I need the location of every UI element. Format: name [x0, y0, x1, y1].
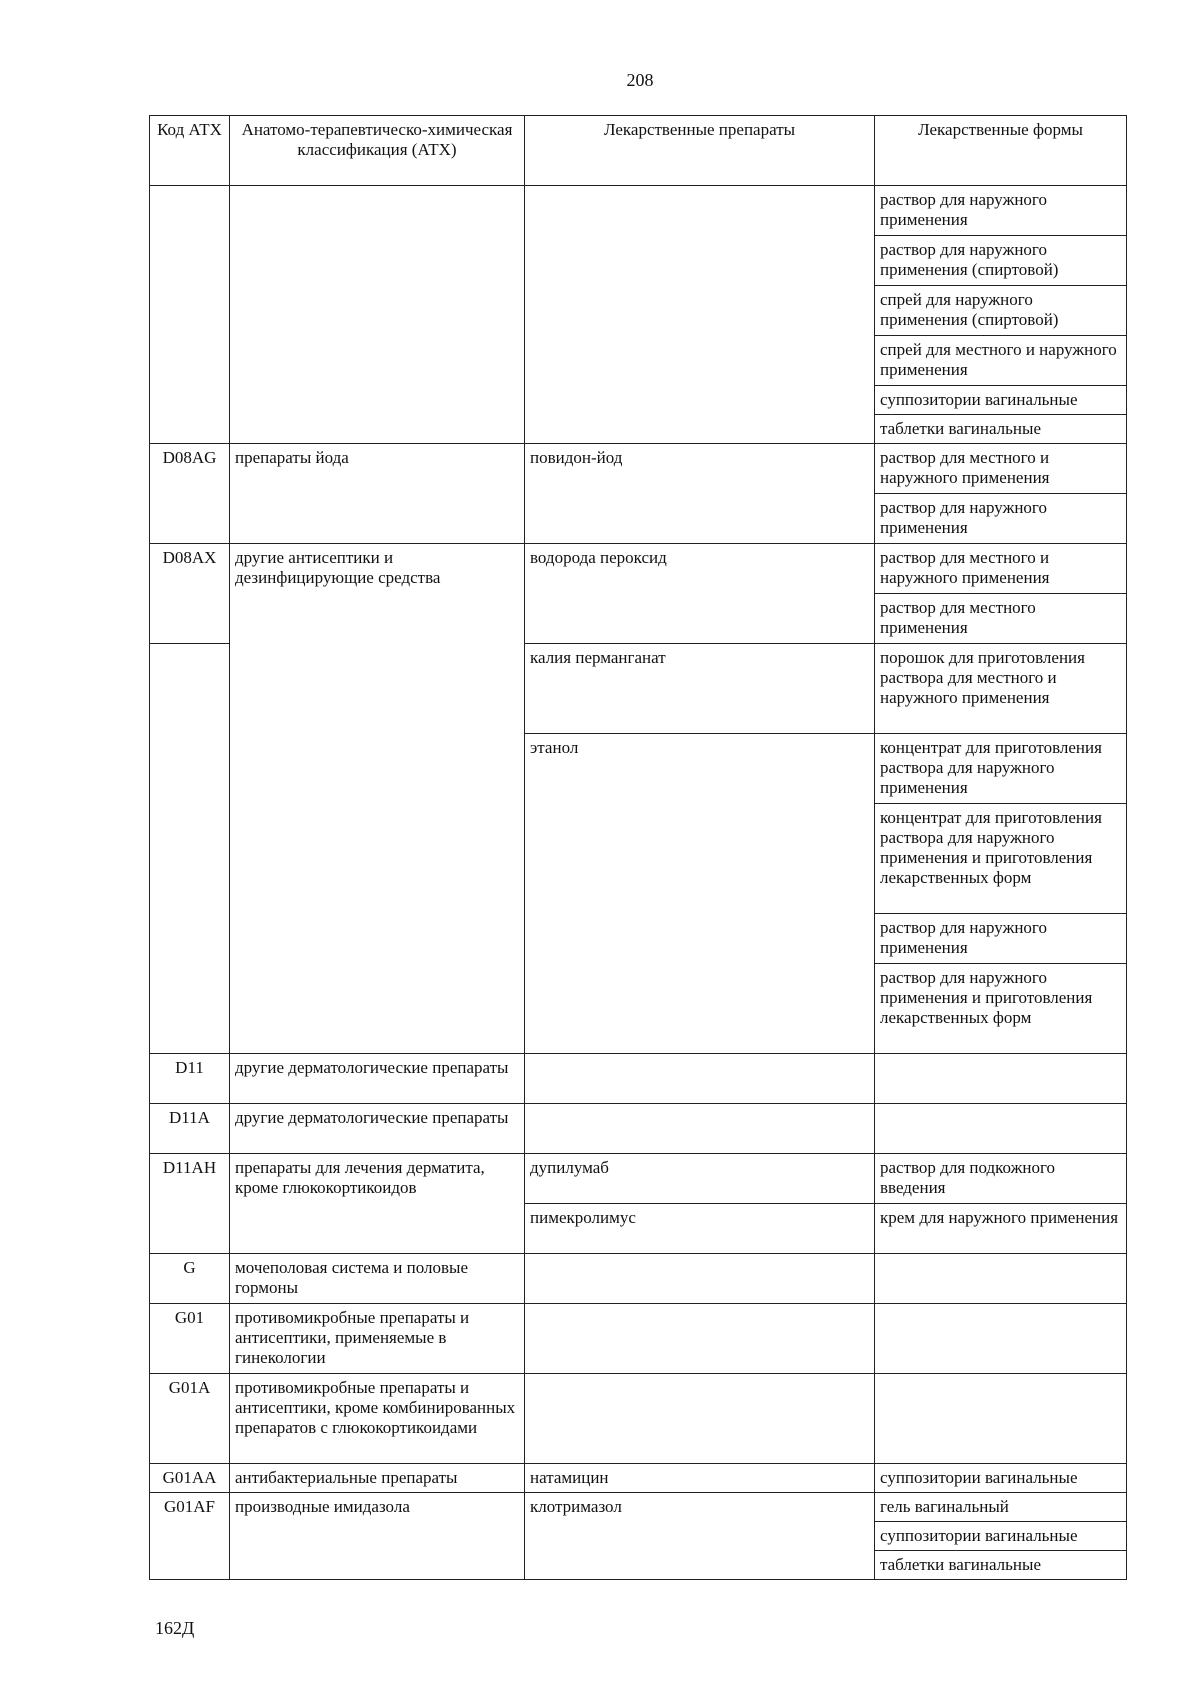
code-cell: G01A — [150, 1374, 230, 1464]
page-number: 208 — [626, 70, 654, 90]
table-row — [150, 1304, 1127, 1374]
table-row — [150, 1464, 1127, 1493]
class-cell: антибактериальные препараты — [230, 1464, 525, 1493]
code-cell — [150, 186, 230, 444]
class-cell: другие антисептики и дезинфицирующие средства — [230, 544, 525, 1054]
atc-table — [149, 115, 1127, 1580]
form-cell: спрей для наружного применения (спиртовой) — [875, 286, 1127, 336]
class-cell — [230, 186, 525, 444]
drug-cell — [525, 1054, 875, 1104]
form-cell — [875, 1104, 1127, 1154]
form-cell: раствор для подкожного введения — [875, 1154, 1127, 1204]
form-cell: концентрат для приготовления раствора для наружного применения — [875, 734, 1127, 804]
code-cell: G01AA — [150, 1464, 230, 1493]
code-cell: D08AG — [150, 444, 230, 544]
class-cell: противомикробные препараты и антисептики, кроме комбинированных препаратов с глюкокортикоидами — [230, 1374, 525, 1464]
table-row — [150, 1374, 1127, 1464]
form-cell: порошок для приготовления раствора для местного и наружного применения — [875, 644, 1127, 734]
form-cell: суппозитории вагинальные — [875, 1464, 1127, 1493]
code-cell: G — [150, 1254, 230, 1304]
table-header-row — [150, 116, 1127, 186]
form-cell: крем для наружного применения — [875, 1204, 1127, 1254]
class-cell: другие дерматологические препараты — [230, 1104, 525, 1154]
header-classification: Анатомо-терапевтическо-химическая классификация (АТХ) — [230, 116, 525, 186]
header-forms: Лекарственные формы — [875, 116, 1127, 186]
drug-cell: этанол — [525, 734, 875, 1054]
drug-cell — [525, 1304, 875, 1374]
form-cell: суппозитории вагинальные — [875, 386, 1127, 415]
code-cell: G01AF — [150, 1493, 230, 1580]
form-cell: спрей для местного и наружного применения — [875, 336, 1127, 386]
drug-cell: пимекролимус — [525, 1204, 875, 1254]
drug-cell — [525, 1374, 875, 1464]
code-cell — [150, 644, 230, 1054]
table-row — [150, 1154, 1127, 1204]
form-cell: раствор для наружного применения и приготовления лекарственных форм — [875, 964, 1127, 1054]
drug-cell — [525, 1104, 875, 1154]
class-cell: противомикробные препараты и антисептики, применяемые в гинекологии — [230, 1304, 525, 1374]
form-cell — [875, 1374, 1127, 1464]
code-cell: D11 — [150, 1054, 230, 1104]
class-cell: мочеполовая система и половые гормоны — [230, 1254, 525, 1304]
drug-cell: клотримазол — [525, 1493, 875, 1580]
form-cell: раствор для наружного применения (спиртовой) — [875, 236, 1127, 286]
form-cell: концентрат для приготовления раствора для наружного применения и приготовления лекарственных форм — [875, 804, 1127, 914]
form-cell: раствор для наружного применения — [875, 186, 1127, 236]
table-row — [150, 186, 1127, 236]
class-cell: препараты йода — [230, 444, 525, 544]
form-cell — [875, 1304, 1127, 1374]
table-row — [150, 1104, 1127, 1154]
code-cell: D11AH — [150, 1154, 230, 1254]
form-cell: таблетки вагинальные — [875, 415, 1127, 444]
table-row — [150, 1054, 1127, 1104]
form-cell: раствор для местного применения — [875, 594, 1127, 644]
table-row — [150, 1493, 1127, 1522]
form-cell: гель вагинальный — [875, 1493, 1127, 1522]
form-cell: раствор для местного и наружного применения — [875, 444, 1127, 494]
form-cell — [875, 1054, 1127, 1104]
drug-cell: водорода пероксид — [525, 544, 875, 644]
code-cell: D08AX — [150, 544, 230, 644]
drug-cell — [525, 1254, 875, 1304]
code-cell: D11A — [150, 1104, 230, 1154]
class-cell: другие дерматологические препараты — [230, 1054, 525, 1104]
drug-cell: натамицин — [525, 1464, 875, 1493]
table-row — [150, 444, 1127, 494]
header-drugs: Лекарственные препараты — [525, 116, 875, 186]
form-cell: таблетки вагинальные — [875, 1551, 1127, 1580]
drug-cell: повидон-йод — [525, 444, 875, 544]
class-cell: производные имидазола — [230, 1493, 525, 1580]
header-code: Код АТХ — [150, 116, 230, 186]
table-row — [150, 544, 1127, 594]
code-cell: G01 — [150, 1304, 230, 1374]
drug-cell: калия перманганат — [525, 644, 875, 734]
form-cell: суппозитории вагинальные — [875, 1522, 1127, 1551]
class-cell: препараты для лечения дерматита, кроме глюкокортикоидов — [230, 1154, 525, 1254]
drug-cell — [525, 186, 875, 444]
drug-cell: дупилумаб — [525, 1154, 875, 1204]
table-row — [150, 1254, 1127, 1304]
form-cell: раствор для наружного применения — [875, 494, 1127, 544]
form-cell: раствор для местного и наружного применения — [875, 544, 1127, 594]
form-cell: раствор для наружного применения — [875, 914, 1127, 964]
form-cell — [875, 1254, 1127, 1304]
document-code: 162Д — [155, 1618, 195, 1638]
